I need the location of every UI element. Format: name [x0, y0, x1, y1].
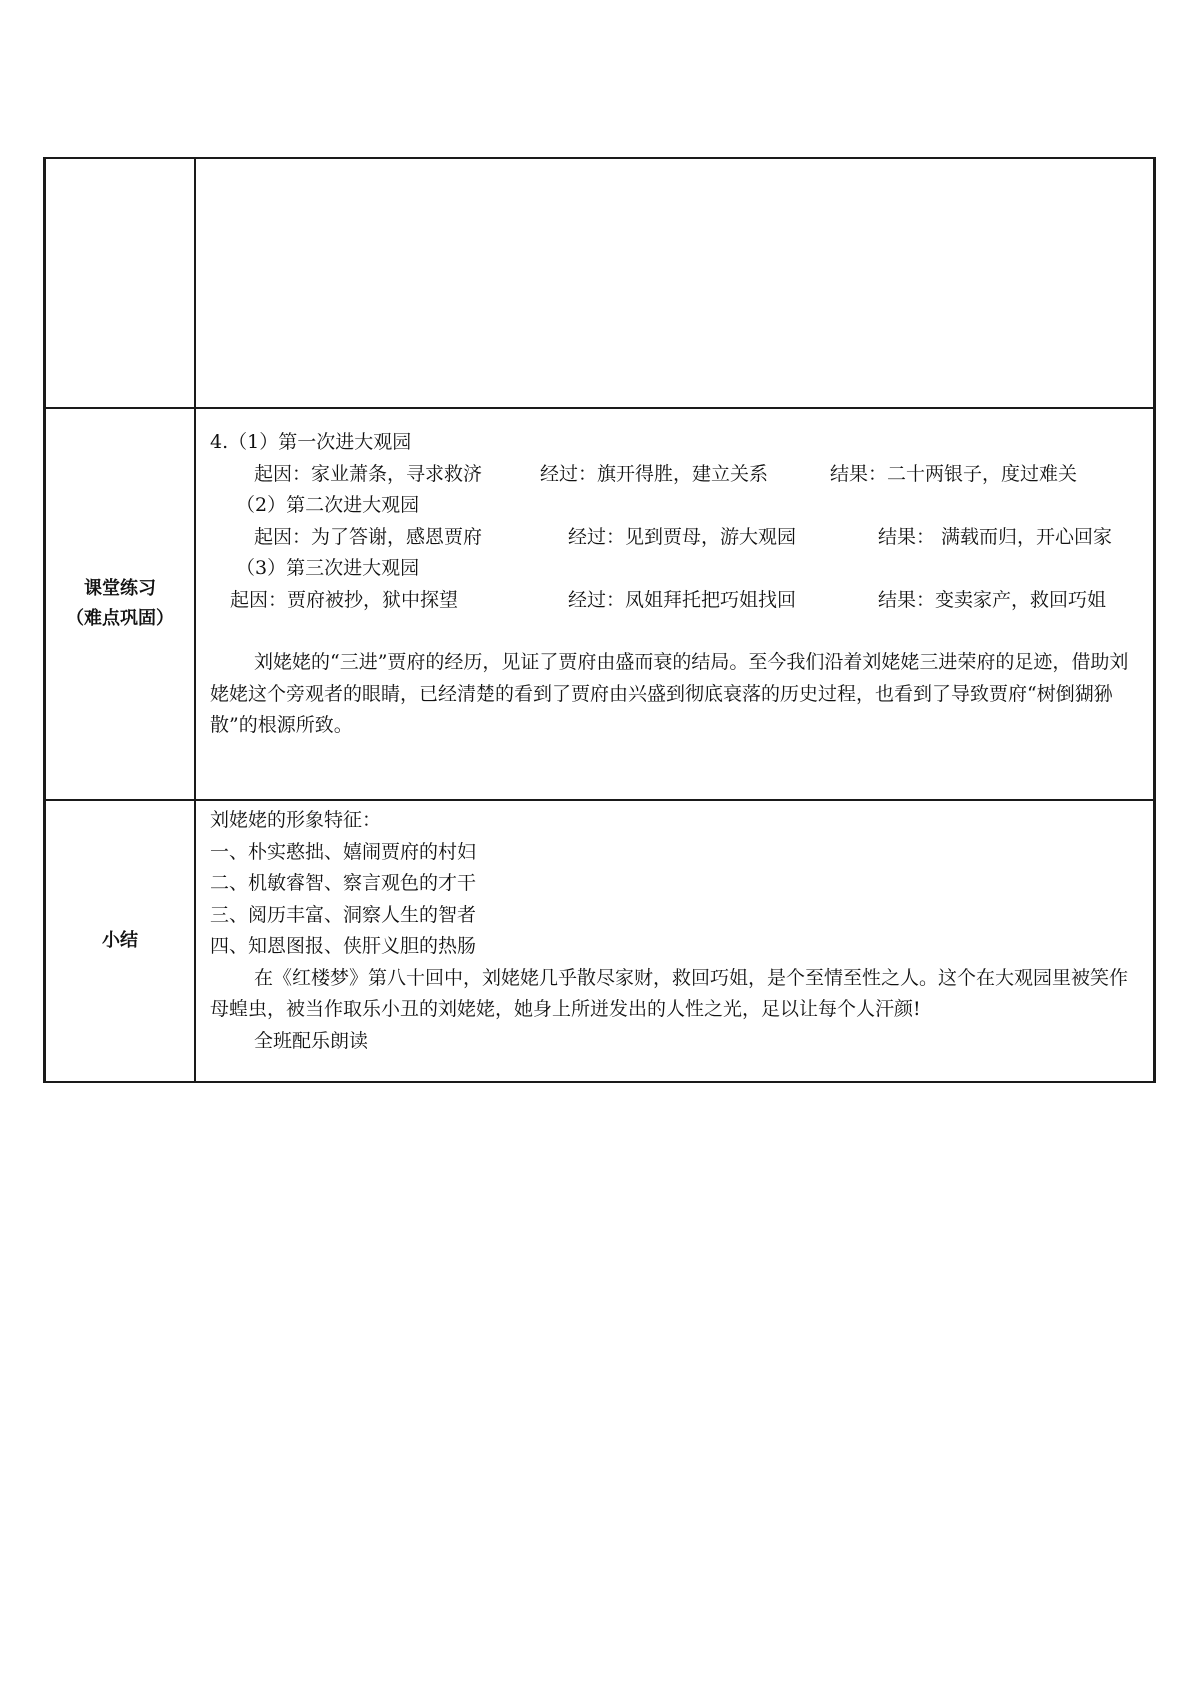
practice-content — [196, 409, 1153, 752]
table-row-practice — [45, 408, 1155, 800]
q3-detail — [210, 585, 1143, 617]
lesson-plan-table — [43, 157, 1156, 1083]
trait-item: 四、知恩图报、侠肝义胆的热肠 — [210, 935, 477, 957]
table-row-continued — [45, 158, 1155, 408]
practice-label: 课堂练习 — [84, 578, 156, 599]
practice-label-sub: （难点巩固） — [66, 608, 174, 629]
q2-cause: 起因：为了答谢，感恩贾府 — [254, 525, 483, 548]
row-content-cell-empty — [195, 158, 1155, 408]
summary-closing: 全班配乐朗读 — [254, 1029, 369, 1052]
summary-content — [196, 801, 1153, 1067]
summary-paragraph: 在《红楼梦》第八十回中，刘姥姥几乎散尽家财，救回巧姐，是个至情至性之人。这个在大观园里被笑作母蝗虫，被当作取乐小丑的刘姥姥，她身上所迸发出的人性之光，足以让每个人汗颜! — [210, 966, 1129, 1020]
q1-process: 经过：旗开得胜，建立关系 — [540, 462, 769, 485]
trait-item: 二、机敏睿智、察言观色的才干 — [210, 872, 477, 894]
q3-cause: 起因：贾府被抄，狱中探望 — [230, 588, 459, 611]
summary-label: 小结 — [102, 930, 138, 951]
trait-item: 一、朴实憨拙、嬉闹贾府的村妇 — [210, 840, 477, 863]
q3-title: （3）第三次进大观园 — [236, 557, 420, 579]
q2-title: （2）第二次进大观园 — [236, 494, 420, 516]
row-label-cell-empty — [45, 158, 196, 408]
q1-title: 4.（1）第一次进大观园 — [210, 431, 412, 453]
q1-detail — [210, 459, 1143, 491]
q2-result: 结果： 满载而归，开心回家 — [878, 525, 1113, 548]
q2-detail — [210, 522, 1143, 554]
practice-label-cell — [45, 408, 196, 800]
trait-item: 三、阅历丰富、洞察人生的智者 — [210, 903, 477, 926]
q3-result: 结果：变卖家产，救回巧姐 — [878, 588, 1107, 611]
table-row-summary — [45, 800, 1155, 1082]
q3-process: 经过：凤姐拜托把巧姐找回 — [568, 588, 797, 611]
q2-process: 经过：见到贾母，游大观园 — [568, 525, 797, 548]
summary-content-cell — [195, 800, 1155, 1082]
summary-heading: 刘姥姥的形象特征： — [210, 809, 382, 831]
practice-paragraph: 刘姥姥的“三进”贾府的经历，见证了贾府由盛而衰的结局。至今我们沿着刘姥姥三进荣府的足迹，借助刘姥姥这个旁观者的眼睛，已经清楚的看到了贾府由兴盛到彻底衰落的历史过程，也看到了导致贾府“树倒猢狲散”的根源所致。 — [210, 651, 1129, 736]
practice-content-cell — [195, 408, 1155, 800]
q1-result: 结果：二十两银子，度过难关 — [830, 462, 1078, 485]
summary-label-cell — [45, 800, 196, 1082]
q1-cause: 起因：家业萧条，寻求救济 — [254, 462, 483, 485]
